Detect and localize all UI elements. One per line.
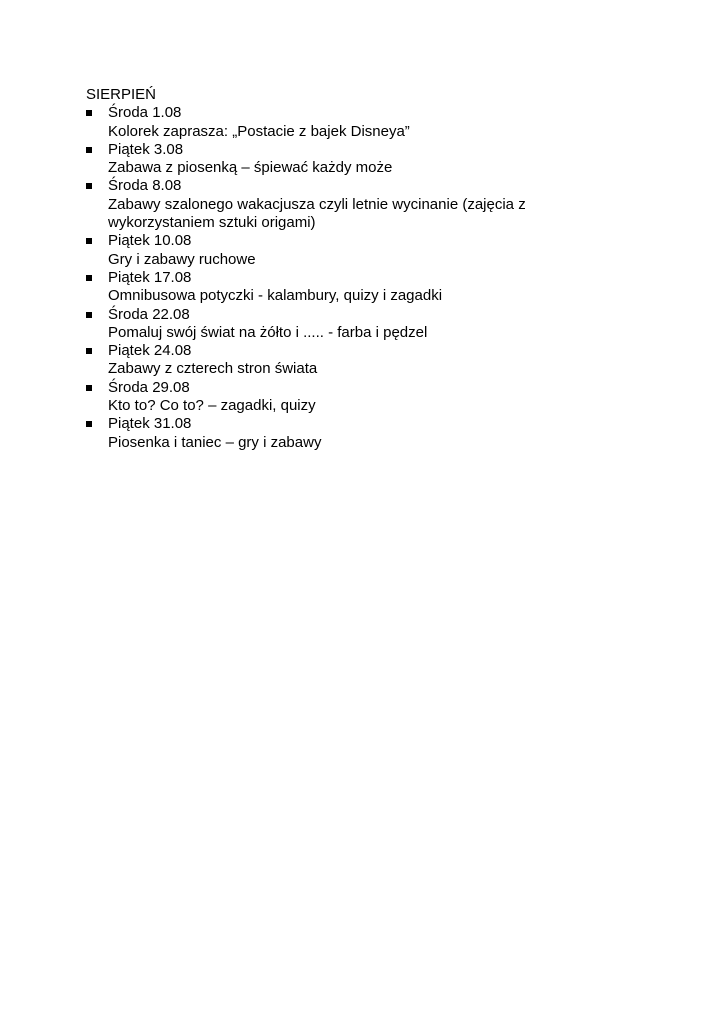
event-description: Zabawa z piosenką – śpiewać każdy może bbox=[108, 159, 393, 177]
document-content bbox=[86, 86, 566, 452]
event-date: Piątek 31.08 bbox=[108, 415, 192, 433]
square-bullet-icon bbox=[86, 385, 92, 391]
list-item bbox=[86, 141, 566, 178]
event-date: Piątek 24.08 bbox=[108, 342, 192, 360]
event-description: Zabawy z czterech stron świata bbox=[108, 360, 318, 378]
list-item bbox=[86, 306, 566, 343]
square-bullet-icon bbox=[86, 147, 92, 153]
square-bullet-icon bbox=[86, 183, 92, 189]
square-bullet-icon bbox=[86, 110, 92, 116]
list-item bbox=[86, 379, 566, 416]
event-date: Środa 1.08 bbox=[108, 104, 182, 122]
square-bullet-icon bbox=[86, 275, 92, 281]
event-date: Piątek 17.08 bbox=[108, 268, 192, 286]
list-item bbox=[86, 104, 566, 141]
list-item bbox=[86, 342, 566, 379]
event-date: Środa 22.08 bbox=[108, 305, 190, 323]
list-item bbox=[86, 269, 566, 306]
event-date: Piątek 10.08 bbox=[108, 232, 192, 250]
square-bullet-icon bbox=[86, 238, 92, 244]
month-heading: SIERPIEŃ bbox=[86, 86, 157, 103]
event-date: Środa 29.08 bbox=[108, 378, 190, 396]
event-date: Środa 8.08 bbox=[108, 177, 182, 195]
square-bullet-icon bbox=[86, 348, 92, 354]
square-bullet-icon bbox=[86, 312, 92, 318]
square-bullet-icon bbox=[86, 421, 92, 427]
event-description: Pomaluj swój świat na żółto i ..... - farba i pędzel bbox=[108, 323, 428, 341]
event-description: Zabawy szalonego wakacjusza czyli letnie wycinanie (zajęcia z wykorzystaniem sztuki origami) bbox=[108, 195, 526, 232]
event-description: Gry i zabawy ruchowe bbox=[108, 250, 256, 268]
list-item bbox=[86, 232, 566, 269]
list-item bbox=[86, 177, 566, 232]
event-description: Kolorek zaprasza: „Postacie z bajek Disneya” bbox=[108, 122, 410, 140]
event-description: Kto to? Co to? – zagadki, quizy bbox=[108, 397, 316, 415]
event-description: Piosenka i taniec – gry i zabawy bbox=[108, 433, 322, 451]
list-item bbox=[86, 415, 566, 452]
event-date: Piątek 3.08 bbox=[108, 140, 184, 158]
event-description: Omnibusowa potyczki - kalambury, quizy i zagadki bbox=[108, 287, 443, 305]
event-list bbox=[86, 104, 566, 452]
